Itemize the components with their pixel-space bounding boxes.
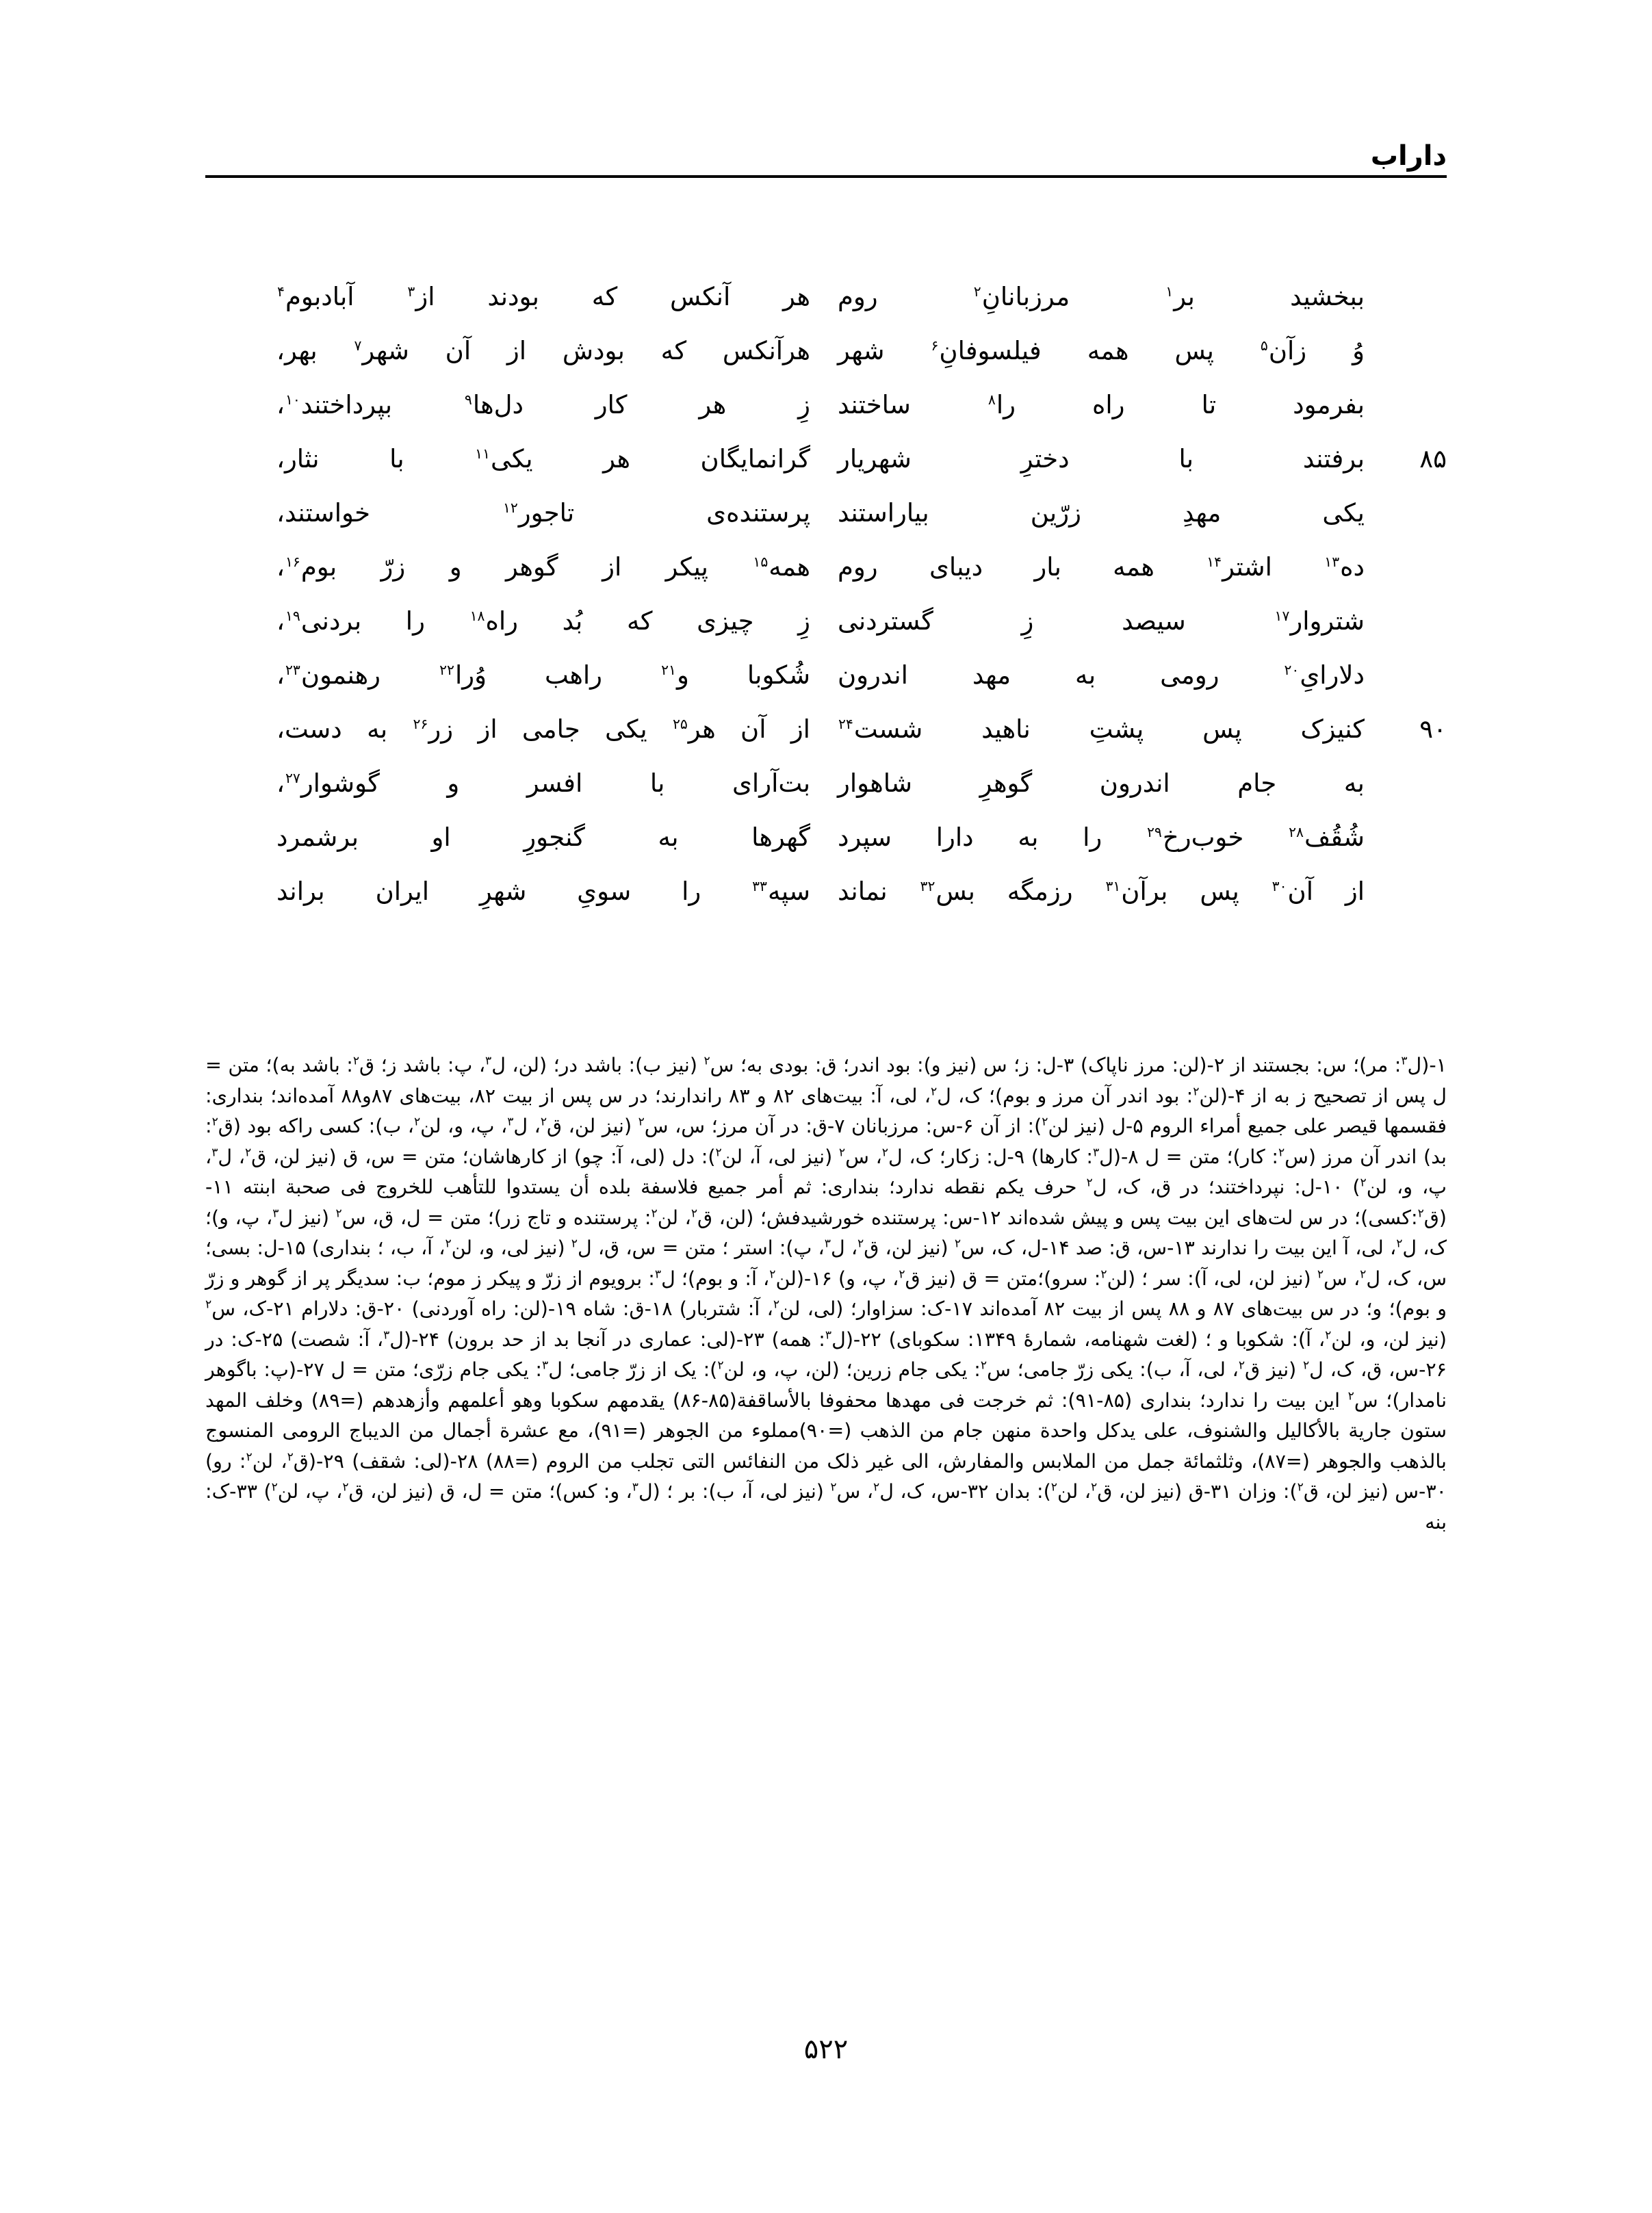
page-title: داراب bbox=[1370, 140, 1447, 172]
verse-number: ۸۵ bbox=[1419, 444, 1447, 474]
verse-row bbox=[205, 716, 1447, 771]
header-divider bbox=[205, 175, 1447, 178]
verse-row bbox=[205, 446, 1447, 500]
hemistich-second: شُکوبا و$^{۲۱}$ راهب وُرا$^{۲۲}$ رهنمون$^{۲۳}$، bbox=[276, 660, 811, 690]
verse-number: ۹۰ bbox=[1419, 714, 1447, 744]
verse-row bbox=[205, 879, 1447, 933]
verse-row bbox=[205, 500, 1447, 554]
hemistich-first: ببخشید بر$^۱$ مرزبانانِ$^۲$ روم bbox=[838, 282, 1365, 311]
hemistich-first: به جام اندرون گوهرِ شاهوار bbox=[838, 768, 1365, 798]
hemistich-first: کنیزک پس پشتِ ناهید شست$^{۲۴}$ bbox=[838, 714, 1365, 744]
hemistich-second: گرانمایگان هر یکی$^{۱۱}$ با نثار، bbox=[276, 444, 810, 474]
hemistich-second: گهرها به گنجورِ او برشمرد bbox=[276, 823, 810, 852]
verse-block bbox=[205, 284, 1447, 933]
verse-row bbox=[205, 284, 1447, 338]
hemistich-second: زِ چیزی که بُد راه$^{۱۸}$ را بردنی$^{۱۹}$، bbox=[276, 606, 810, 636]
hemistich-first: وُ زآن$^۵$ پس همه فیلسوفانِ$^۶$ شهر bbox=[838, 336, 1365, 365]
verse-row bbox=[205, 608, 1447, 662]
hemistich-first: از آن$^{۳۰}$ پس برآن$^{۳۱}$ رزمگه بس$^{۳۲}$ نماند bbox=[838, 877, 1365, 906]
hemistich-first: دلارایِ$^{۲۰}$ رومی به مهد اندرون bbox=[838, 660, 1365, 690]
hemistich-first: شتروار$^{۱۷}$ سیصد زِ گستردنی bbox=[838, 606, 1365, 636]
verse-row bbox=[205, 825, 1447, 879]
hemistich-first: یکی مهدِ زرّین بیاراستند bbox=[838, 498, 1365, 528]
verse-row bbox=[205, 338, 1447, 392]
hemistich-second: هرآنکس که بودش از آن شهر$^۷$ بهر، bbox=[276, 336, 810, 365]
verse-row bbox=[205, 554, 1447, 608]
verse-row bbox=[205, 392, 1447, 446]
hemistich-second: هر آنکس که بودند از$^۳$ آبادبوم$^۴$ bbox=[277, 282, 810, 311]
hemistich-second: سپه$^{۳۳}$ را سویِ شهرِ ایران براند bbox=[276, 877, 810, 906]
hemistich-second: همه$^{۱۵}$ پیکر از گوهر و زرّ بوم$^{۱۶}$، bbox=[276, 552, 810, 582]
verse-row bbox=[205, 768, 1447, 825]
hemistich-first: بفرمود تا راه را$^۸$ ساختند bbox=[838, 390, 1365, 419]
hemistich-first: شُقُف$^{۲۸}$ خوب‌رخ$^{۲۹}$ را به دارا سپرد bbox=[838, 823, 1365, 852]
page-number: ۵۲۲ bbox=[803, 2034, 849, 2065]
hemistich-second: از آن هر$^{۲۵}$ یکی جامی از زر$^{۲۶}$ به دست، bbox=[276, 714, 810, 744]
verse-row bbox=[205, 662, 1447, 716]
hemistich-second: زِ هر کار دل‌ها$^۹$ بپرداختند$^{۱۰}$، bbox=[276, 390, 810, 419]
hemistich-second: بت‌آرای با افسر و گوشوار$^{۲۷}$، bbox=[276, 768, 810, 798]
critical-apparatus bbox=[205, 1050, 1447, 1538]
apparatus-entry: ۱-(ل$^۳$: مر)؛ س: بجستند از ۲-(لن: مرز ناپاک) ۳-ل: ز؛ س (نیز و): بود اندر؛ ق: بودی به؛ س$^۲$ (نیز ب): باشد در؛ (لن، ل$^۳$، پ: باشد ز؛ ق$^۲$: باشد به)؛ متن = ل پس از تصحیح ز به از ۴-(لن$^۲$: بود اندر آن مرز و بوم)؛ ک، ل$^۲$، لی، آ: بیت‌های ۸۲ و ۸۳ راندارند؛ در س پس از بیت ۸۲، بیت‌های ۸۷و۸۸ آمده‌اند؛ بنداری: فقسمها قیصر علی جمیع أمراء الروم ۵-ل (نیز لن$^۲$): از آن ۶-س: مرزبانان ۷-ق: در آن مرز؛ س، س$^۲$ (نیز لن، ق$^۲$، ل$^۳$، پ، و، لن$^۲$، ب): کسی راکه بود (ق$^۲$: بد) اندر آن مرز (س$^۲$: کار)؛ متن = ل ۸-(ل$^۳$: کارها) ۹-ل: زکار؛ ک، ل$^۲$، س$^۲$ (نیز لی، آ، لن$^۲$): دل (لی، آ: چو) از کارهاشان؛ متن = س، ق (نیز لن، ق$^۲$، ل$^۳$، پ، و، لن$^۲$) ۱۰-ل: نپرداختند؛ در ق، ک، ل$^۲$ حرف یکم نقطه ندارد؛ بنداری: ثم أمر جمیع فلاسفة بلده أن یستدوا للتأهب للخروج فی صحبة ابنته ۱۱-(ق$^۲$:کسی)؛ در س لت‌های این بیت پس و پیش شده‌اند ۱۲-س: پرستنده خورشیدفش؛ (لن، ق$^۲$، لن$^۲$: پرستنده و تاج زر)؛ متن = ل، ق، س$^۲$ (نیز ل$^۳$، پ، و)؛ ک، ل$^۲$، لی، آ این بیت را ندارند ۱۳-س، ق: صد ۱۴-ل، ک، س$^۲$ (نیز لن، ق$^۲$، ل$^۳$، پ): استر ؛ متن = س، ق، ل$^۲$ (نیز لی، و، لن$^۲$، آ، ب، ؛ بنداری) ۱۵-ل: بسی؛ س، ک، ل$^۲$، س$^۲$ (نیز لن، لی، آ): سر ؛ (لن$^۲$: سرو)؛متن = ق (نیز ق$^۲$، پ، و) ۱۶-(لن$^۲$، آ: و بوم)؛ ل$^۳$: برویوم از زرّ و پیکر ز موم؛ ب: سدیگر پر از گوهر و زرّ و بوم)؛ و؛ در س بیت‌های ۸۷ و ۸۸ پس از بیت ۸۲ آمده‌اند ۱۷-ک: سزاوار؛ (لی، لن$^۲$، آ: شتربار) ۱۸-ق: شاه ۱۹-(لن: راه آوردنی) ۲۰-ق: دلارام ۲۱-ک، س$^۲$ (نیز لن، و، لن$^۲$، آ): شکوبا و ؛ (لغت شهنامه، شمارهٔ ۱۳۴۹: سکوبای) ۲۲-(ل$^۳$: همه) ۲۳-(لی: عماری در آنجا بد از حد برون) ۲۴-(ل$^۳$، آ: شصت) ۲۵-ک: در ۲۶-س، ق، ک، ل$^۲$ (نیز ق$^۲$، لی، آ، ب): یکی زرّ جامی؛ س$^۲$: یکی جام زرین؛ (لن، پ، و، لن$^۲$): یک از زرّ جامی؛ ل$^۳$: یکی جام زرّی؛ متن = ل ۲۷-(پ: باگوهر نامدار)؛ س$^۲$ این بیت را ندارد؛ بنداری (۸۵-۹۱): ثم خرجت فی مهدها محفوفا بالأساقفة(۸۵-۸۶) یقدمهم سکوبا وهو أعلمهم وأزهدهم (=۸۹) وخلف المهد ستون جاریة بالأکالیل والشنوف، علی یدکل واحدة منهن جام من الذهب (=۹۰)مملوء من الجوهر (=۹۱)، مع عشرة أجمال من الدیباج الرومی المنسوج بالذهب والجوهر (=۸۷)، وثلثمائة جمل من الملابس والمفارش، الی غیر ذلک من النفائس التی تجلب من الروم (=۸۸) ۲۸-(لی: شقف) ۲۹-(ق$^۲$، لن$^۲$: رو) ۳۰-س (نیز لن، ق$^۲$): وزان ۳۱-ق (نیز لن، ق$^۲$، لن$^۲$): بدان ۳۲-س، ک، ل$^۲$، س$^۲$ (نیز لی، آ، ب): بر ؛ (ل$^۳$، و: کس)؛ متن = ل، ق (نیز لن، ق$^۲$، پ، لن$^۲$) ۳۳-ک: بنه bbox=[205, 1054, 1447, 1533]
hemistich-second: پرستنده‌ی تاجور$^{۱۲}$ خواستند، bbox=[276, 498, 810, 528]
hemistich-first: برفتند با دخترِ شهریار bbox=[838, 444, 1365, 474]
hemistich-first: ده$^{۱۳}$ اشتر$^{۱۴}$ همه بار دیبای روم bbox=[838, 552, 1365, 582]
page-header bbox=[205, 116, 1447, 178]
